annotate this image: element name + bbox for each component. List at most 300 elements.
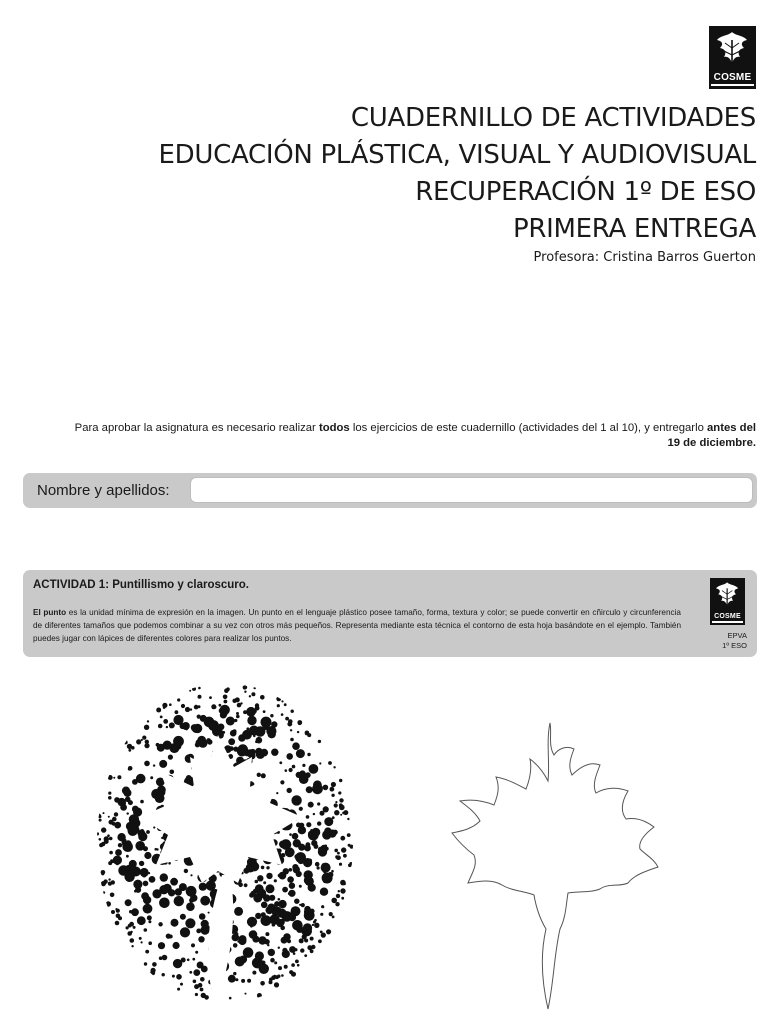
stipple-dot	[131, 825, 140, 834]
stipple-dot	[208, 720, 219, 731]
stipple-dot	[279, 761, 282, 764]
instructions-text	[66, 421, 756, 451]
stipple-dot	[320, 913, 323, 916]
stipple-dot	[334, 810, 339, 815]
stipple-dot	[289, 946, 296, 953]
stipple-dot	[334, 803, 338, 807]
stipple-dot	[301, 903, 305, 907]
stipple-dot	[286, 753, 293, 760]
stipple-dot	[261, 866, 265, 870]
stipple-dot	[298, 722, 302, 726]
stipple-dot	[190, 874, 192, 876]
stipple-dot	[263, 881, 266, 884]
stipple-dot	[223, 695, 228, 700]
stipple-dot	[148, 941, 152, 945]
stipple-dot	[271, 721, 277, 727]
stipple-dot	[314, 923, 319, 928]
stipple-dot	[172, 975, 175, 978]
stipple-dot	[270, 958, 275, 963]
stipple-dot	[139, 861, 144, 866]
stipple-dot	[116, 914, 121, 919]
stipple-dot	[149, 876, 156, 883]
stipple-dot	[278, 900, 286, 908]
stipple-dot	[126, 926, 129, 929]
stipple-dot	[118, 843, 122, 847]
stipple-dot	[180, 927, 190, 937]
stipple-dot	[126, 855, 129, 858]
document-header	[159, 100, 756, 265]
stipple-dot	[234, 719, 237, 722]
stipple-dot	[163, 706, 166, 709]
stipple-dot	[125, 899, 132, 906]
subject-label: EPVA	[727, 631, 747, 640]
stipple-dot	[144, 761, 150, 767]
logo-brand-text: COSME	[713, 72, 752, 83]
stipple-dot	[133, 926, 136, 929]
stipple-dot	[191, 724, 198, 731]
stipple-dot	[109, 851, 113, 855]
stipple-dot	[255, 880, 259, 884]
stipple-dot	[169, 703, 172, 706]
instructions-part-2: los ejercicios de este cuadernillo (actividades del 1 al 10), y entregarlo	[349, 422, 708, 434]
stipple-dot	[103, 879, 107, 883]
stipple-dot	[330, 787, 335, 792]
stipple-dot	[340, 836, 345, 841]
stipple-dot	[276, 697, 281, 702]
stipple-dot	[270, 714, 273, 717]
stipple-dot	[299, 885, 302, 888]
stipple-dot	[304, 954, 307, 957]
stipple-dot	[111, 860, 114, 863]
stipple-dot	[96, 832, 99, 835]
stipple-dot	[260, 981, 265, 986]
stipple-dot	[255, 913, 261, 919]
stipple-dot	[293, 839, 301, 847]
stipple-dot	[257, 773, 261, 777]
stipple-dot	[291, 710, 294, 713]
stipple-dot	[306, 822, 311, 827]
stipple-dot	[324, 817, 333, 826]
stipple-dot	[321, 905, 324, 908]
stipple-dot	[192, 958, 195, 961]
stipple-dot	[108, 796, 112, 800]
stipple-dot	[281, 974, 284, 977]
stipple-dot	[200, 715, 207, 722]
stipple-dot	[249, 695, 251, 697]
stipple-dot	[342, 812, 345, 815]
stipple-dot	[348, 864, 352, 868]
stipple-dot	[288, 912, 290, 914]
stipple-dot	[228, 975, 236, 983]
stipple-dot	[335, 801, 337, 803]
stipple-dot	[159, 760, 167, 768]
stipple-dot	[289, 868, 293, 872]
stipple-dot	[168, 862, 171, 865]
stipple-dot	[111, 910, 115, 914]
stipple-dot	[201, 966, 208, 973]
teacher-name: Profesora: Cristina Barros Guerton	[533, 250, 756, 265]
stipple-dot	[308, 859, 313, 864]
stipple-dot	[198, 739, 207, 748]
stipple-dot	[235, 957, 245, 967]
stipple-dot	[180, 983, 183, 986]
stipple-dot	[293, 952, 296, 955]
stipple-dot	[166, 726, 168, 728]
stipple-dot	[193, 969, 200, 976]
stipple-dot	[233, 943, 238, 948]
stipple-dot	[195, 993, 198, 996]
stipple-dot	[108, 878, 110, 880]
stipple-dot	[130, 938, 135, 943]
stipple-dot	[274, 961, 277, 964]
stipple-dot	[168, 889, 175, 896]
logo-brand-text-small: COSME	[714, 613, 741, 620]
stipple-dot	[158, 780, 161, 783]
stipple-dot	[274, 879, 277, 882]
stipple-dot	[328, 872, 334, 878]
stipple-dot	[340, 888, 345, 893]
stipple-dot	[310, 937, 314, 941]
stipple-dot	[170, 770, 175, 775]
stipple-dot	[186, 902, 195, 911]
stipple-dot	[144, 743, 149, 748]
stipple-dot	[318, 939, 322, 943]
stipple-dot	[115, 849, 122, 856]
stipple-dot	[189, 690, 191, 692]
stipple-dot	[160, 873, 168, 881]
stipple-dot	[282, 887, 288, 893]
stipple-dot	[173, 942, 180, 949]
title-line-4: PRIMERA ENTREGA	[512, 214, 756, 244]
stipple-dot	[158, 942, 165, 949]
stipple-dot	[291, 795, 301, 805]
stipple-dot	[306, 842, 311, 847]
stipple-dot	[185, 918, 195, 928]
stipple-dot	[307, 753, 310, 756]
stipple-dot	[147, 720, 149, 722]
stipple-dot	[269, 980, 273, 984]
stipple-dot	[261, 915, 272, 926]
stipple-dot	[235, 697, 240, 702]
stipple-dot	[247, 716, 256, 725]
stipple-dot	[199, 913, 206, 920]
stipple-dot	[200, 977, 205, 982]
stipple-dot	[265, 932, 269, 936]
stipple-dot	[240, 702, 242, 704]
stipple-dot	[278, 947, 280, 949]
activity-1-panel	[23, 570, 757, 657]
stipple-dot	[339, 863, 342, 866]
stipple-dot	[295, 960, 299, 964]
stipple-dot	[156, 708, 161, 713]
stipple-dot	[184, 869, 188, 873]
stipple-dot	[332, 916, 335, 919]
stipple-dot	[145, 950, 149, 954]
stipple-dot	[340, 814, 342, 816]
stipple-dot	[241, 979, 245, 983]
stipple-dot	[272, 923, 276, 927]
stipple-dot	[244, 691, 246, 693]
stipple-dot	[151, 789, 161, 799]
stipple-dot	[136, 774, 146, 784]
stipple-dot	[331, 782, 336, 787]
stipple-dot	[194, 984, 199, 989]
stipple-dot	[142, 736, 146, 740]
stipple-dot	[334, 849, 338, 853]
stipple-dot	[236, 715, 240, 719]
stipple-dot	[306, 815, 310, 819]
stipple-dot	[258, 936, 266, 944]
stipple-dot	[280, 780, 284, 784]
stipple-dot	[185, 707, 190, 712]
stipple-dot	[249, 721, 252, 724]
stipple-dot	[180, 723, 186, 729]
stipple-dot	[243, 868, 249, 874]
stipple-dot	[118, 798, 126, 806]
stipple-dot	[313, 813, 315, 815]
title-line-2: EDUCACIÓN PLÁSTICA, VISUAL Y AUDIOVISUAL	[158, 140, 756, 170]
stipple-dot	[296, 772, 302, 778]
stipple-dot	[97, 814, 101, 818]
stipple-dot	[155, 848, 158, 851]
stipple-dot	[166, 934, 171, 939]
stipple-dot	[268, 949, 275, 956]
stipple-dot	[277, 704, 280, 707]
stipple-dot	[180, 914, 186, 920]
stipple-dot	[339, 798, 343, 802]
stipple-dot	[251, 692, 255, 696]
stipple-dot	[153, 826, 155, 828]
stipple-dot	[260, 695, 265, 700]
stipple-dot	[239, 935, 247, 943]
stipple-dot	[175, 710, 179, 714]
stipple-dot	[289, 833, 292, 836]
stipple-dot	[186, 775, 192, 781]
stipple-dot	[170, 878, 178, 886]
stipple-dot	[113, 777, 115, 779]
stipple-dot	[328, 830, 336, 838]
stipple-dot	[236, 712, 239, 715]
stipple-dot	[144, 928, 148, 932]
stipple-dot	[224, 688, 229, 693]
name-input[interactable]	[190, 477, 753, 503]
stipple-dot	[129, 910, 132, 913]
stipple-dot	[230, 730, 237, 737]
stipple-dot	[144, 725, 149, 730]
stipple-dot	[168, 755, 173, 760]
stipple-dot	[285, 717, 289, 721]
stipple-dot	[278, 898, 281, 901]
stipple-dot	[220, 705, 230, 715]
title-line-1: CUADERNILLO DE ACTIVIDADES	[350, 103, 756, 133]
stipple-dot	[307, 733, 311, 737]
stipple-dot	[309, 764, 319, 774]
activity-1-title: ACTIVIDAD 1: Puntillismo y claroscuro.	[33, 579, 249, 591]
stipple-dot	[133, 880, 142, 889]
stipple-dot	[301, 926, 312, 937]
stipple-dot	[158, 724, 163, 729]
stipple-dot	[266, 884, 275, 893]
stipple-dot	[291, 972, 296, 977]
title-line-3: RECUPERACIÓN 1º DE ESO	[415, 177, 756, 207]
stipple-dot	[266, 873, 272, 879]
stipple-dot	[275, 975, 279, 979]
stipple-dot	[347, 818, 349, 820]
stipple-dot	[132, 806, 139, 813]
stipple-dot	[299, 938, 304, 943]
stipple-dot	[250, 749, 256, 755]
stipple-dot	[271, 975, 276, 980]
stipple-dot	[234, 907, 243, 916]
stipple-dot	[267, 944, 269, 946]
stipple-dot	[174, 896, 184, 906]
stipple-dot	[192, 687, 196, 691]
stipple-dot	[131, 945, 133, 947]
stipple-dot	[189, 971, 192, 974]
stipple-dot	[308, 802, 314, 808]
stipple-dot	[320, 888, 328, 896]
stipple-dot	[204, 995, 209, 1000]
leaf-logo-icon	[709, 26, 756, 72]
stipple-dot	[339, 805, 345, 811]
stipple-dot	[247, 979, 251, 983]
stipple-dot	[124, 789, 132, 797]
stipple-dot	[321, 933, 326, 938]
stipple-dot	[284, 965, 288, 969]
stipple-dot	[114, 812, 118, 816]
stipple-dot	[181, 958, 186, 963]
stipple-dot	[209, 696, 212, 699]
stipple-dot	[160, 716, 163, 719]
stipple-dot	[304, 939, 307, 942]
stipple-dot	[125, 840, 131, 846]
stipple-dot	[297, 731, 299, 733]
stipple-dot	[313, 780, 322, 789]
stipple-dot	[193, 980, 197, 984]
stipple-dot	[317, 802, 320, 805]
stipple-dot	[310, 949, 314, 953]
stipple-dot	[110, 893, 115, 898]
stipple-dot	[211, 704, 216, 709]
stipple-dot	[226, 717, 235, 726]
stipple-dot	[101, 827, 106, 832]
stipple-dot	[176, 974, 182, 980]
stipple-dot	[288, 890, 295, 897]
stipple-dot	[137, 916, 146, 925]
stipple-dot	[136, 842, 143, 849]
stipple-dot	[317, 821, 321, 825]
stipple-dot	[288, 719, 293, 724]
stipple-dot	[127, 873, 130, 876]
stipple-dot	[162, 955, 168, 961]
stipple-dot	[198, 687, 201, 690]
stipple-dot	[262, 749, 266, 753]
stipple-dot	[109, 820, 114, 825]
stipple-dot	[348, 844, 351, 847]
stipple-dot	[315, 862, 320, 867]
stipple-dot	[108, 775, 113, 780]
stipple-dot	[175, 888, 182, 895]
stipple-dot	[261, 902, 268, 909]
stipple-dot	[141, 941, 143, 943]
stippled-leaf-example	[90, 675, 360, 1015]
leaf-logo-icon	[710, 578, 745, 612]
stipple-dot	[278, 966, 282, 970]
stipple-dot	[341, 897, 344, 900]
stipple-dot	[134, 890, 137, 893]
stipple-dot	[143, 881, 149, 887]
stipple-dot	[281, 713, 284, 716]
stipple-dot	[291, 963, 295, 967]
stipple-dot	[163, 719, 168, 724]
stipple-dot	[246, 727, 249, 730]
stipple-dot	[224, 700, 228, 704]
stipple-dot	[235, 978, 238, 981]
stipple-dot	[312, 924, 314, 926]
stipple-dot	[177, 988, 180, 991]
stipple-dot	[257, 993, 262, 998]
stipple-dot	[173, 736, 184, 747]
course-label: 1º ESO	[722, 641, 747, 650]
stipple-dot	[104, 836, 109, 841]
stipple-dot	[196, 929, 201, 934]
logo-underline	[711, 84, 754, 86]
stipple-dot	[318, 740, 321, 743]
stipple-dot	[117, 775, 121, 779]
stipple-dot	[117, 833, 125, 841]
activity-1-lead: El punto	[33, 608, 67, 617]
stipple-dot	[317, 866, 320, 869]
stipple-dot	[299, 807, 303, 811]
stipple-dot	[195, 951, 198, 954]
stipple-dot	[257, 875, 263, 881]
stipple-dot	[148, 920, 151, 923]
stipple-dot	[128, 800, 133, 805]
stipple-dot	[99, 819, 102, 822]
stipple-dot	[222, 731, 225, 734]
leaf-outline-drawing	[450, 715, 670, 1015]
stipple-dot	[302, 764, 305, 767]
stipple-dot	[333, 766, 335, 768]
stipple-dot	[276, 792, 278, 794]
stipple-dot	[152, 962, 157, 967]
stipple-dot	[273, 907, 281, 915]
stipple-dot	[281, 700, 283, 702]
stipple-dot	[238, 744, 249, 755]
activity-1-description	[33, 606, 681, 645]
stipple-dot	[289, 883, 295, 889]
stipple-dot	[347, 833, 351, 837]
stipple-dot	[177, 698, 180, 701]
stipple-dot	[245, 993, 247, 995]
stipple-dot	[103, 812, 105, 814]
stipple-dot	[304, 906, 311, 913]
stipple-dot	[198, 936, 204, 942]
stipple-dot	[140, 868, 149, 877]
stipple-dot	[198, 705, 201, 708]
stipple-dot	[255, 951, 264, 960]
stipple-dot	[321, 863, 331, 873]
stipple-dot	[111, 880, 115, 884]
stipple-dot	[233, 972, 236, 975]
stipple-dot	[244, 883, 248, 887]
stipple-dot	[256, 900, 258, 902]
stipple-dot	[191, 943, 195, 947]
stipple-dot	[129, 922, 134, 927]
stipple-dot	[335, 902, 339, 906]
stipple-dot	[127, 931, 132, 936]
stipple-dot	[208, 912, 210, 914]
